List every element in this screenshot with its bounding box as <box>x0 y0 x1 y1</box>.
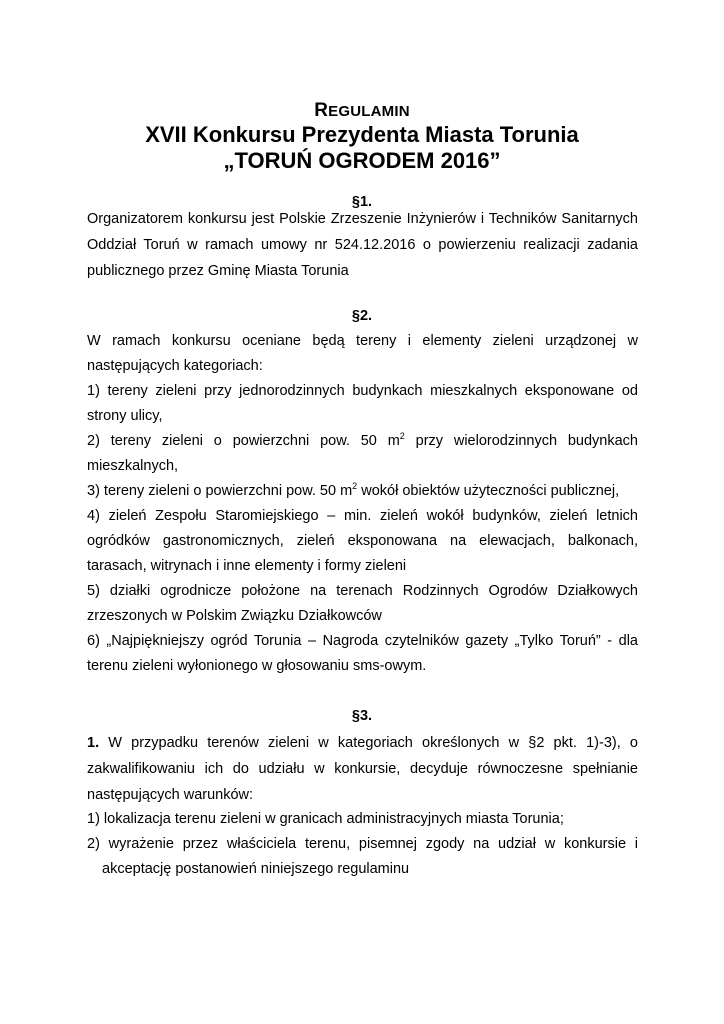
s2-line-7 <box>87 482 638 500</box>
s2-line-11: 5) działki ogrodnicze położone na terenach Rodzinnych Ogrodów Działkowych <box>87 583 638 599</box>
s3-line-3: następujących warunków: <box>87 787 254 803</box>
section-1-heading: §1. <box>351 194 373 210</box>
title-regulamin <box>0 100 724 122</box>
s2-line-7-superscript: 2 <box>352 481 358 491</box>
s2-line-1: W ramach konkursu oceniane będą tereny i elementy zieleni urządzonej w <box>87 333 638 349</box>
section-3-heading: §3. <box>351 708 373 724</box>
s3-line-1-text: W przypadku terenów zieleni w kategoriach określonych w §2 pkt. 1)-3), o <box>99 735 638 751</box>
s2-line-2: następujących kategoriach: <box>87 358 263 374</box>
s1-line-3: publicznego przez Gminę Miasta Torunia <box>87 263 349 279</box>
s2-line-7-part-b: wokół obiektów użyteczności publicznej, <box>357 483 620 499</box>
s1-line-1: Organizatorem konkursu jest Polskie Zrzeszenie Inżynierów i Techników Sanitarnych <box>87 211 638 227</box>
s2-line-9: ogródków gastronomicznych, zieleń eksponowana na elewacjach, balkonach, <box>87 533 638 549</box>
s2-line-5-part-a: 2) tereny zieleni o powierzchni pow. 50 m <box>87 433 400 449</box>
s3-line-6: akceptację postanowień niniejszego regulaminu <box>102 861 410 877</box>
s2-line-14: terenu zieleni wyłonionego w głosowaniu sms-owym. <box>87 658 427 674</box>
s2-line-10: tarasach, witrynach i inne elementy i formy zieleni <box>87 558 407 574</box>
title-contest: XVII Konkursu Prezydenta Miasta Torunia <box>145 122 579 147</box>
s3-point-number: 1. <box>87 735 100 751</box>
s2-line-7-part-a: 3) tereny zieleni o powierzchni pow. 50 m <box>87 483 353 499</box>
s3-line-5: 2) wyrażenie przez właściciela terenu, pisemnej zgody na udział w konkursie i <box>87 836 638 852</box>
s2-line-4: strony ulicy, <box>87 408 163 424</box>
s2-line-13: 6) „Najpiękniejszy ogród Torunia – Nagroda czytelników gazety „Tylko Toruń” - dla <box>87 633 638 649</box>
title-theme: „TORUŃ OGRODEM 2016” <box>223 148 501 173</box>
section-2-heading: §2. <box>351 308 373 324</box>
s3-line-2: zakwalifikowaniu ich do udziału w konkursie, decyduje równoczesne spełnianie <box>87 761 638 777</box>
s2-line-5-superscript: 2 <box>399 431 405 441</box>
s3-line-1 <box>87 734 638 752</box>
s2-line-12: zrzeszonych w Polskim Związku Działkowców <box>87 608 382 624</box>
s2-line-6: mieszkalnych, <box>87 458 179 474</box>
title-rest: EGULAMIN <box>328 103 410 120</box>
s2-line-8: 4) zieleń Zespołu Staromiejskiego – min. zieleń wokół budynków, zieleń letnich <box>87 508 638 524</box>
s3-line-4: 1) lokalizacja terenu zieleni w granicach administracyjnych miasta Torunia; <box>87 811 564 827</box>
s1-line-2: Oddział Toruń w ramach umowy nr 524.12.2016 o powierzeniu realizacji zadania <box>87 237 638 253</box>
s2-line-5 <box>87 432 638 450</box>
s2-line-5-part-b: przy wielorodzinnych budynkach <box>404 433 638 449</box>
title-initial: R <box>314 100 329 121</box>
s2-line-3: 1) tereny zieleni przy jednorodzinnych budynkach mieszkalnych eksponowane od <box>87 383 638 399</box>
